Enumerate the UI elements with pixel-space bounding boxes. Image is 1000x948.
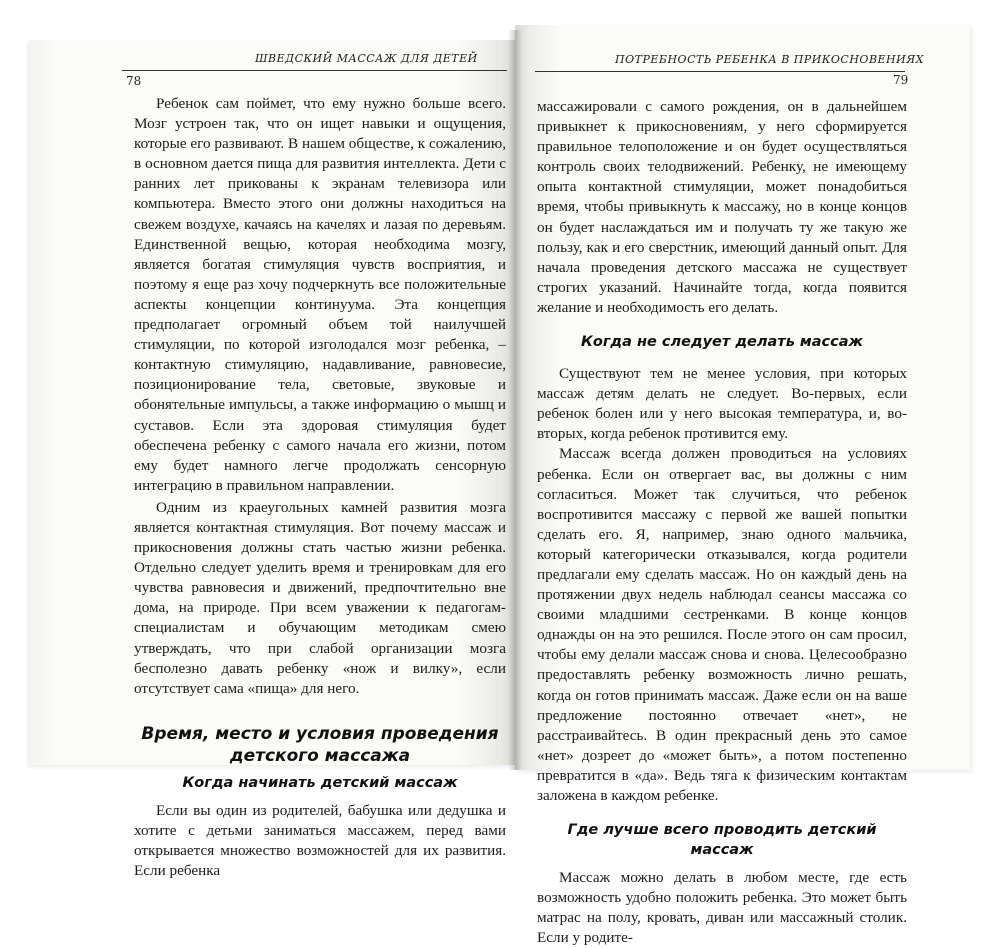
left-page xyxy=(30,40,515,880)
left-paragraph-1: Ребенок сам поймет, что ему нужно больше всего. Мозг устроен так, что он ищет навыки и ощущения, которые его развивают. В нашем обществе, к сожалению, в основном дается пища для развития интеллекта. Дети с ранних лет прикованы к экранам телевизора или компьютера. Вместо этого они должны находиться на свежем воздухе, качаясь на качелях и лазая по деревьям. Единственной вещью, которая необходима мозгу, является богатая стимуляция чувств восприятия, и поэтому я еще раз хочу подчеркнуть все положительные аспекты концепции континуума. Эта концепция предполагает огромный объем той наилучшей стимуляции, по которой изголодался мозг ребенка, – контактную стимуляцию, надавливание, равновесие, позиционирование тела, световые, звуковые и обонятельные импульсы, а также информацию о мышц и суставов. Если эта здоровая стимуляция будет обеспечена ребенку с самого начала его жизни, потом ему будет намного легче продолжать сенсорную интеграцию в правильном направлении. xyxy=(134,95,506,494)
left-section-title-line1: Время, место и условия проведения xyxy=(141,723,499,744)
left-head-rule xyxy=(122,70,507,71)
left-subsection-title: Когда начинать детский массаж xyxy=(182,774,458,791)
right-paragraph-3: Массаж всегда должен проводиться на условиях ребенка. Если он отвергает вас, вы должны с ним согласиться. Может так случиться, что ребенок воспротивится массажу с первой же вашей попытки сделать его. Я, например, знаю одного мальчика, который категорически отказывался, когда родители предлагали ему сделать массаж. Но он каждый день на протяжении двух недель наблюдал сеансы массажа со своими младшими сестренками. В конце концов однажды он на это решился. После этого он сам просил, чтобы ему делали массаж снова и снова. Целесообразно предоставлять ребенку возможность лично решать, когда он готов принимать массаж. Даже если он на ваше предложение постоянно отвечает «нет», не расстраивайтесь. В один прекрасный день это самое «нет» дозреет до «может быть», а потом постепенно превратится в «да». Ведь тяга к физическим контактам заложена в каждом ребенке. xyxy=(537,445,907,804)
right-heading-2: Где лучше всего проводить детский массаж xyxy=(567,822,877,859)
left-paragraph-3: Если вы один из родителей, бабушка или дедушка и хотите с детьми заниматься массажем, перед вами открывается множество возможностей для их развития. Если ребенка xyxy=(134,801,506,880)
book-spine-shadow xyxy=(508,30,522,770)
right-running-head: ПОТРЕБНОСТЬ РЕБЕНКА В ПРИКОСНОВЕНИЯХ xyxy=(615,53,924,66)
right-heading-1: Когда не следует делать массаж xyxy=(581,334,863,351)
right-page-number: 79 xyxy=(893,73,909,87)
right-paragraph-1: массажировали с самого рождения, он в дальнейшем привыкнет к прикосновениям, у него сформируется правильное телоположение и он будет осуществляться контроль своих телодвижений. Ребенку, не имеющему опыта контактной стимуляции, может понадобиться время, чтобы привыкнуть к массажу, но в конце концов он будет наслаждаться им и получать ту же такую же пользу, как и его сверстник, имеющий данный опыт. Для начала проведения детского массажа не существует строгих указаний. Начинайте тогда, когда появится желание и необходимость его делать. xyxy=(537,98,907,316)
right-page xyxy=(515,25,970,947)
right-paragraph-2: Существуют тем не менее условия, при которых массаж детям делать не следует. Во-первых, если ребенок болен или у него высокая температура, и, во-вторых, когда ребенок противится ему. xyxy=(537,365,907,443)
left-page-number: 78 xyxy=(126,74,142,88)
left-section-title-line2: детского массажа xyxy=(229,745,411,766)
left-paragraph-2: Одним из краеугольных камней развития мозга является контактная стимуляция. Вот почему массаж и прикосновения должны стать частью жизни ребенка. Отдельно следует уделить время и тренировкам для его чувства равновесия и движений, предпочтительно вне дома, на природе. При всем уважении к педагогам-специалистам и обучающим методикам смею утверждать, что при слабой организации мозга бесполезно давать ребенку «нож и вилку», если отсутствует сама «пища» для него. xyxy=(134,498,506,697)
right-text-block xyxy=(537,97,907,948)
left-text-block xyxy=(134,94,506,881)
right-head-rule xyxy=(535,71,905,72)
left-running-head: ШВЕДСКИЙ МАССАЖ ДЛЯ ДЕТЕЙ xyxy=(255,52,478,65)
right-paragraph-4: Массаж можно делать в любом месте, где есть возможность удобно положить ребенка. Это может быть матрас на полу, кровать, диван или массажный столик. Если у родите- xyxy=(537,869,907,947)
